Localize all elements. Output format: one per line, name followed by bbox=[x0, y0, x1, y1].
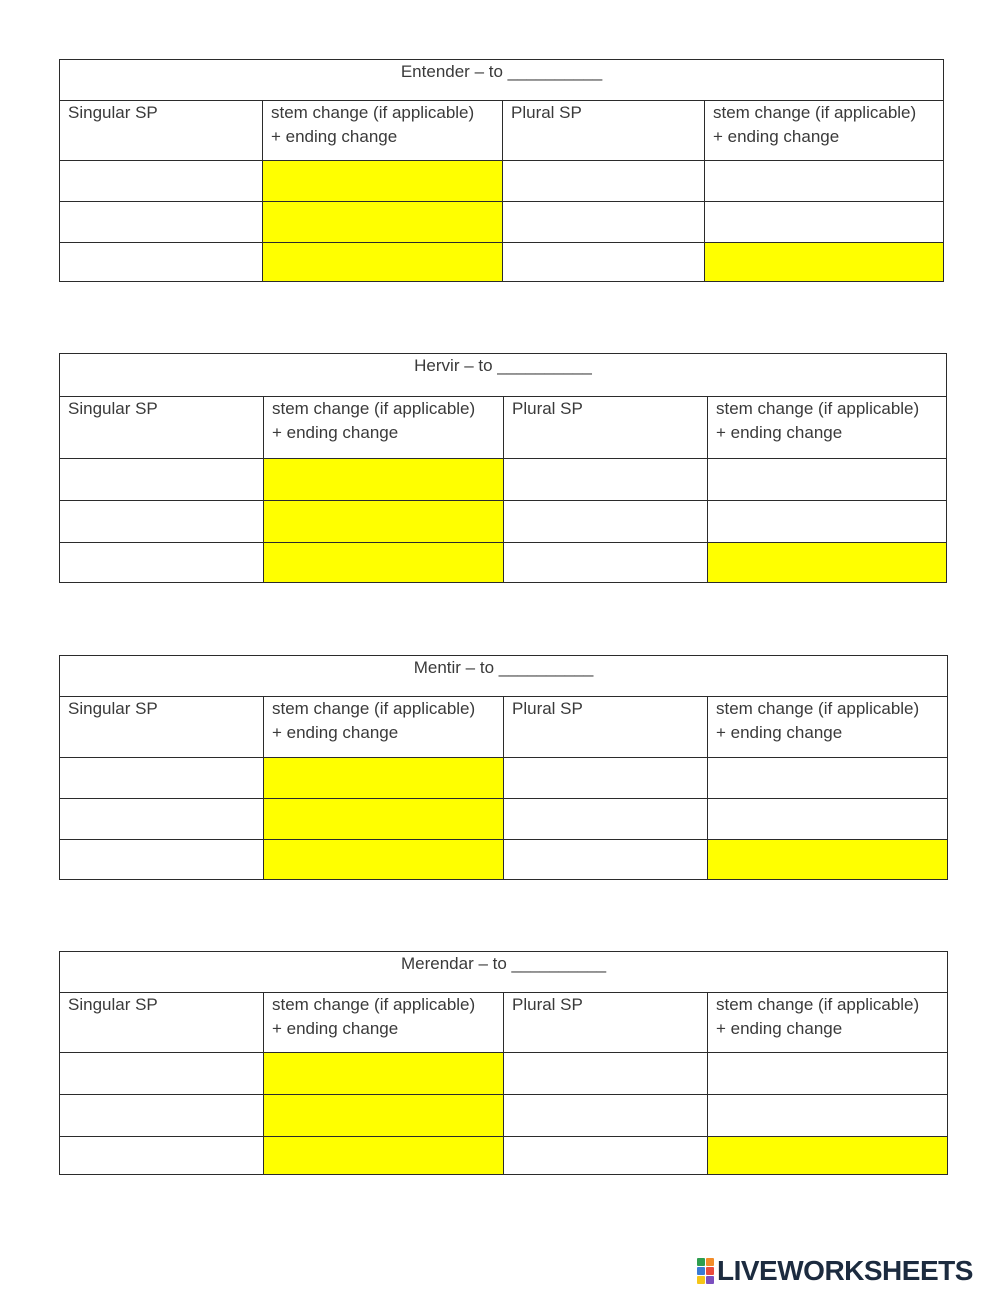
answer-cell-highlighted[interactable] bbox=[264, 1095, 504, 1137]
answer-cell[interactable] bbox=[708, 459, 947, 501]
answer-cell[interactable] bbox=[705, 161, 944, 202]
answer-cell[interactable] bbox=[504, 543, 708, 583]
answer-cell[interactable] bbox=[60, 1053, 264, 1095]
answer-cell[interactable] bbox=[60, 161, 263, 202]
answer-cell[interactable] bbox=[60, 501, 264, 543]
answer-cell[interactable] bbox=[705, 202, 944, 243]
answer-cell[interactable] bbox=[503, 243, 705, 282]
answer-cell[interactable] bbox=[60, 799, 264, 840]
answer-cell[interactable] bbox=[60, 243, 263, 282]
answer-cell-highlighted[interactable] bbox=[264, 1053, 504, 1095]
header-stem-change: stem change (if applicable) + ending change bbox=[705, 101, 944, 161]
verb-table-merendar bbox=[59, 951, 948, 1175]
answer-cell-highlighted[interactable] bbox=[708, 1137, 948, 1175]
answer-cell[interactable] bbox=[504, 758, 708, 799]
liveworksheets-logo[interactable] bbox=[697, 1256, 973, 1286]
header-plural-sp: Plural SP bbox=[504, 993, 708, 1053]
answer-cell[interactable] bbox=[60, 840, 264, 880]
answer-cell[interactable] bbox=[504, 501, 708, 543]
answer-cell[interactable] bbox=[60, 459, 264, 501]
header-stem-change: stem change (if applicable) + ending change bbox=[264, 697, 504, 758]
answer-cell[interactable] bbox=[60, 1137, 264, 1175]
answer-cell[interactable] bbox=[708, 799, 948, 840]
answer-cell[interactable] bbox=[708, 1095, 948, 1137]
header-plural-sp: Plural SP bbox=[503, 101, 705, 161]
header-singular-sp: Singular SP bbox=[60, 397, 264, 459]
answer-cell[interactable] bbox=[60, 543, 264, 583]
header-stem-change: stem change (if applicable) + ending change bbox=[708, 993, 948, 1053]
brand-name: LIVEWORKSHEETS bbox=[717, 1255, 973, 1286]
answer-cell[interactable] bbox=[708, 1053, 948, 1095]
answer-cell[interactable] bbox=[504, 459, 708, 501]
answer-cell-highlighted[interactable] bbox=[264, 758, 504, 799]
answer-cell-highlighted[interactable] bbox=[264, 543, 504, 583]
answer-cell-highlighted[interactable] bbox=[263, 243, 503, 282]
answer-cell[interactable] bbox=[708, 758, 948, 799]
answer-cell-highlighted[interactable] bbox=[264, 459, 504, 501]
answer-cell[interactable] bbox=[504, 1137, 708, 1175]
answer-cell-highlighted[interactable] bbox=[263, 202, 503, 243]
table-title: Hervir – to __________ bbox=[60, 354, 947, 397]
table-title: Mentir – to __________ bbox=[60, 656, 948, 697]
header-stem-change: stem change (if applicable) + ending change bbox=[708, 697, 948, 758]
verb-table-entender bbox=[59, 59, 944, 282]
header-stem-change: stem change (if applicable) + ending change bbox=[263, 101, 503, 161]
liveworksheets-logo-icon bbox=[697, 1258, 714, 1284]
answer-cell[interactable] bbox=[708, 501, 947, 543]
answer-cell-highlighted[interactable] bbox=[264, 501, 504, 543]
header-plural-sp: Plural SP bbox=[504, 397, 708, 459]
header-stem-change: stem change (if applicable) + ending change bbox=[264, 993, 504, 1053]
answer-cell[interactable] bbox=[504, 1053, 708, 1095]
answer-cell[interactable] bbox=[60, 202, 263, 243]
header-stem-change: stem change (if applicable) + ending change bbox=[264, 397, 504, 459]
answer-cell[interactable] bbox=[504, 840, 708, 880]
header-singular-sp: Singular SP bbox=[60, 101, 263, 161]
header-plural-sp: Plural SP bbox=[504, 697, 708, 758]
answer-cell[interactable] bbox=[60, 758, 264, 799]
table-title: Merendar – to __________ bbox=[60, 952, 948, 993]
table-title: Entender – to __________ bbox=[60, 60, 944, 101]
verb-table-hervir bbox=[59, 353, 947, 583]
answer-cell-highlighted[interactable] bbox=[264, 799, 504, 840]
header-singular-sp: Singular SP bbox=[60, 697, 264, 758]
answer-cell-highlighted[interactable] bbox=[708, 840, 948, 880]
answer-cell-highlighted[interactable] bbox=[263, 161, 503, 202]
answer-cell-highlighted[interactable] bbox=[708, 543, 947, 583]
answer-cell[interactable] bbox=[503, 202, 705, 243]
answer-cell-highlighted[interactable] bbox=[264, 1137, 504, 1175]
header-stem-change: stem change (if applicable) + ending change bbox=[708, 397, 947, 459]
answer-cell[interactable] bbox=[504, 799, 708, 840]
answer-cell[interactable] bbox=[504, 1095, 708, 1137]
answer-cell[interactable] bbox=[60, 1095, 264, 1137]
answer-cell-highlighted[interactable] bbox=[705, 243, 944, 282]
answer-cell-highlighted[interactable] bbox=[264, 840, 504, 880]
answer-cell[interactable] bbox=[503, 161, 705, 202]
header-singular-sp: Singular SP bbox=[60, 993, 264, 1053]
verb-table-mentir bbox=[59, 655, 948, 880]
